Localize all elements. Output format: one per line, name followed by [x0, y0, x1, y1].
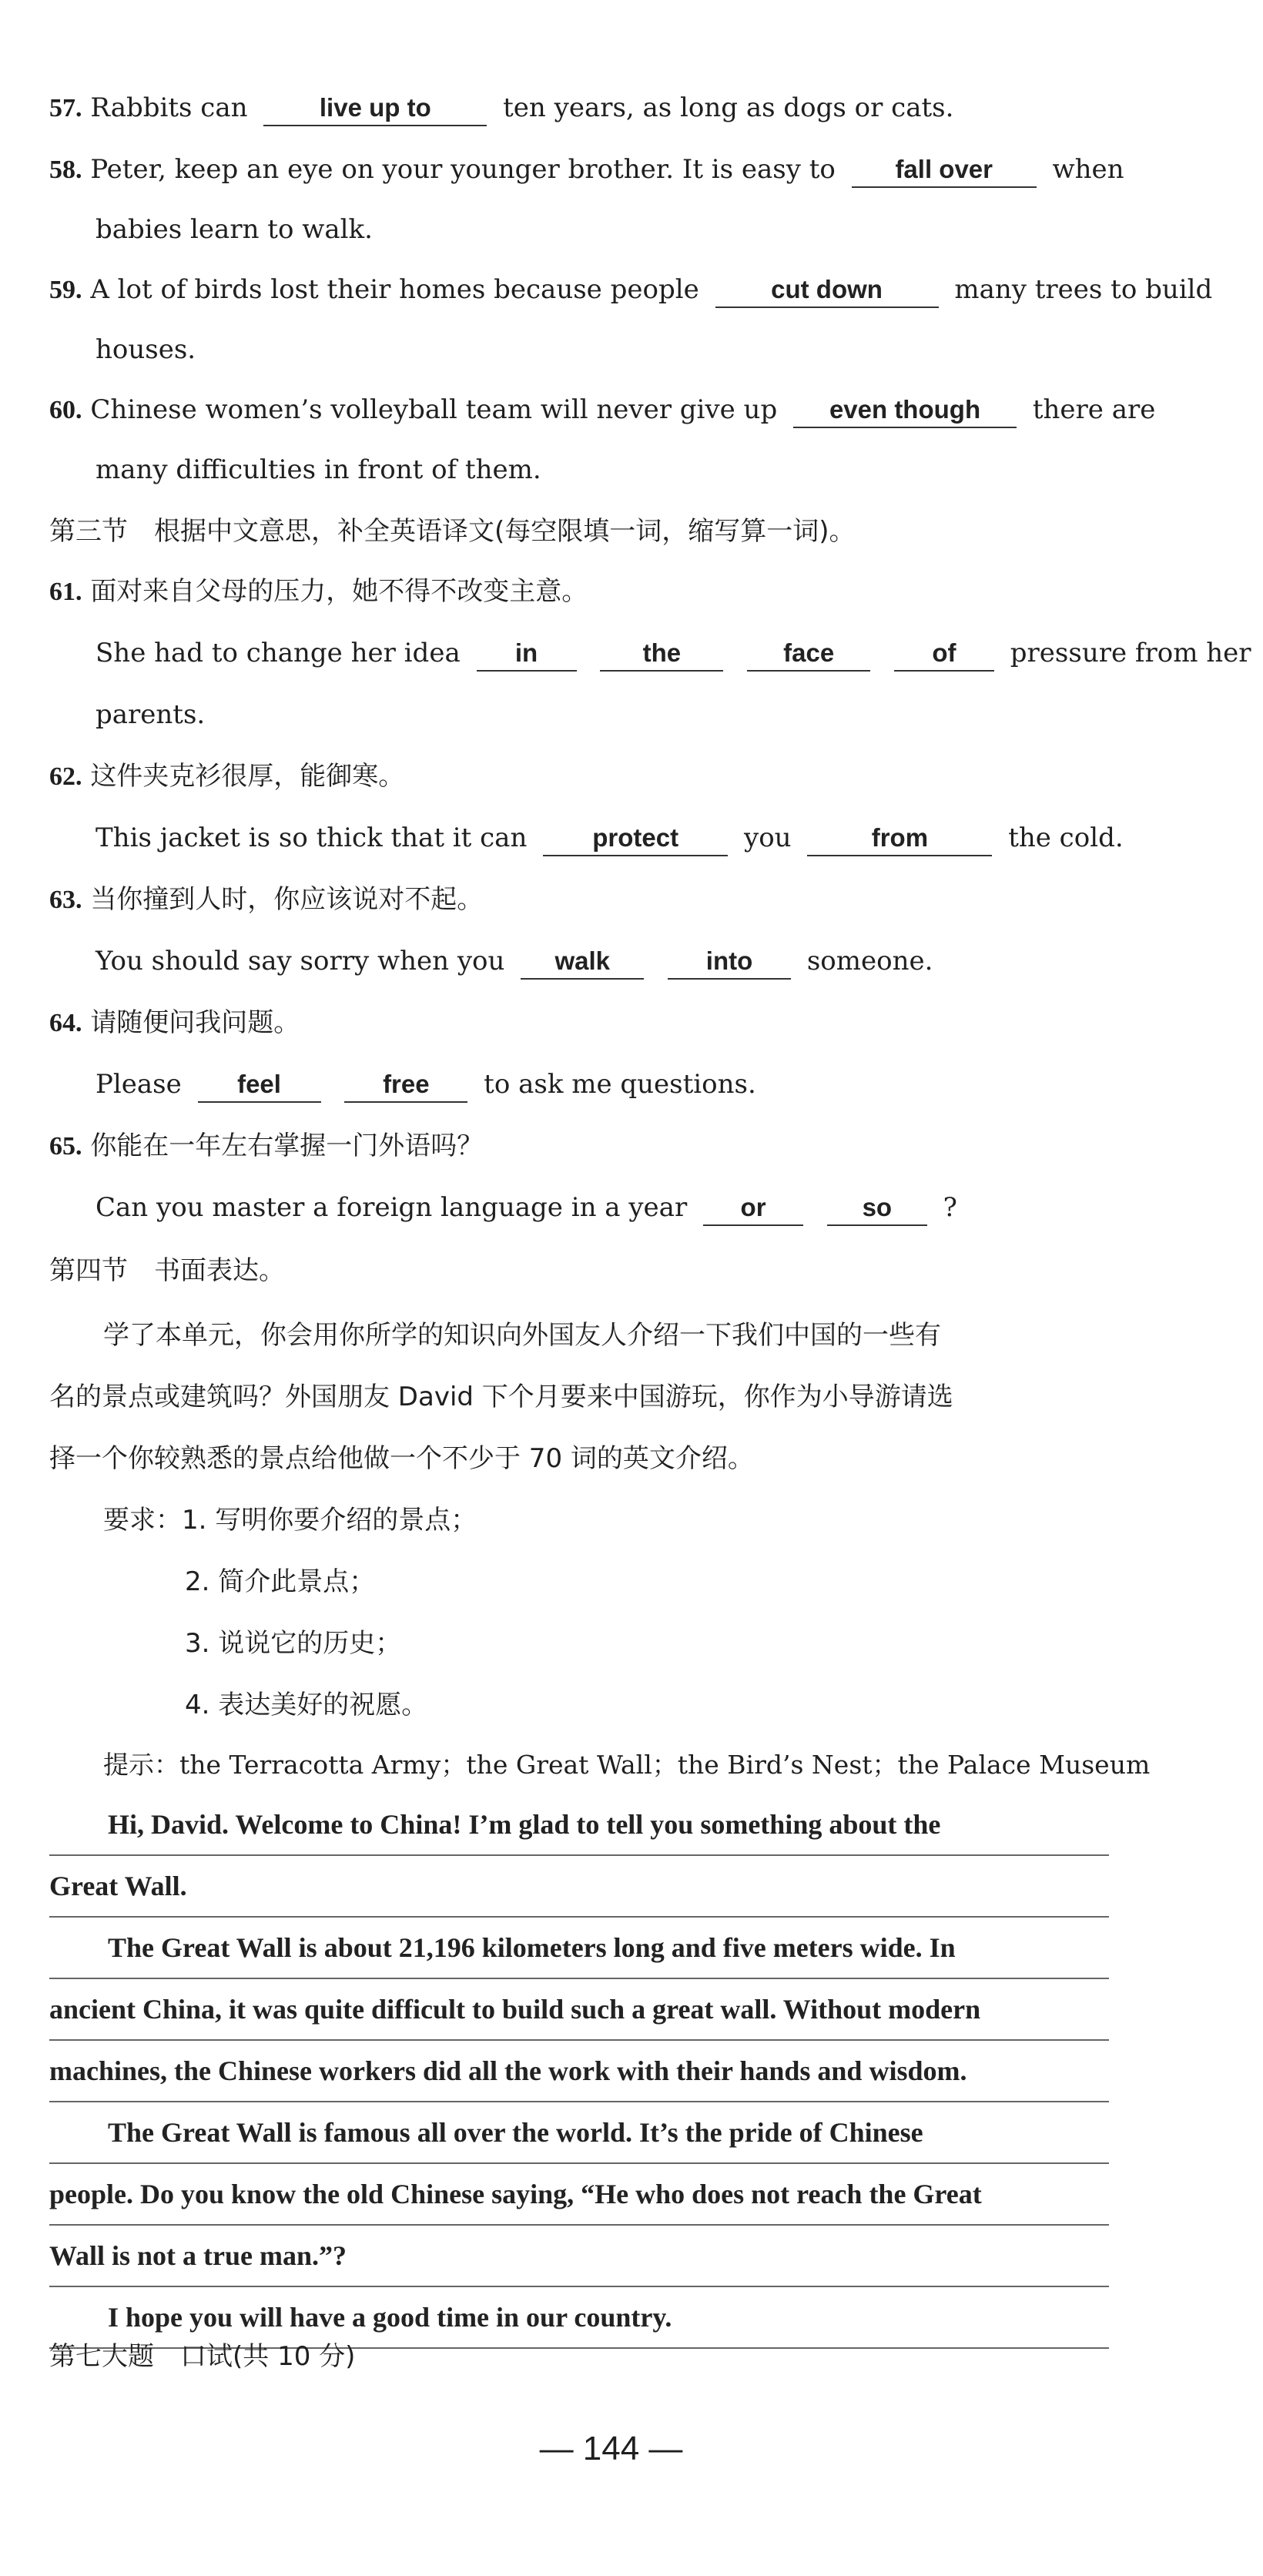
question-number: 64.	[49, 1009, 82, 1037]
answer-blank: into	[668, 944, 791, 980]
question-61	[49, 568, 1127, 615]
question-number: 61.	[49, 578, 82, 606]
question-number: 60.	[49, 396, 82, 424]
question-text: ?	[943, 1192, 957, 1223]
requirement-1: 1. 写明你要介绍的景点；	[182, 1505, 477, 1536]
question-number: 63.	[49, 886, 82, 914]
question-text: Can you master a foreign language in a year	[95, 1192, 688, 1223]
essay-line: Great Wall.	[49, 1856, 1109, 1918]
answer-blank: cut down	[715, 273, 939, 308]
answer-blank: feel	[198, 1067, 321, 1103]
essay-line: ancient China, it was quite difficult to build such a great wall. Without modern	[49, 1979, 1109, 2041]
prompt-line-1: 学了本单元，你会用你所学的知识向外国友人介绍一下我们中国的一些有	[103, 1320, 941, 1351]
chinese-sentence: 这件夹克衫很厚，能御寒。	[90, 761, 405, 792]
question-57	[49, 85, 1127, 132]
question-text: pressure from her	[1010, 638, 1251, 668]
essay-line: people. Do you know the old Chinese saying, “He who does not reach the Great	[49, 2164, 1109, 2226]
essay-answer	[49, 1794, 1109, 2349]
section-7-heading: 第七大题 口试(共 10 分)	[49, 2341, 356, 2372]
question-text: A lot of birds lost their homes because people	[90, 274, 699, 305]
question-65-english	[95, 1184, 1174, 1231]
question-62	[49, 753, 1127, 800]
prompt-line-3: 择一个你较熟悉的景点给他做一个不少于 70 词的英文介绍。	[49, 1443, 754, 1474]
answer-blank: free	[344, 1067, 467, 1103]
question-text: many trees to build	[954, 274, 1213, 305]
requirements	[103, 1497, 1181, 1543]
question-59	[49, 266, 1213, 313]
question-number: 65.	[49, 1132, 82, 1161]
question-text: This jacket is so thick that it can	[95, 822, 528, 853]
answer-blank: even though	[793, 393, 1017, 428]
section-3-heading: 第三节 根据中文意思，补全英语译文(每空限填一词，缩写算一词)。	[49, 516, 856, 547]
hint-line: 提示：the Terracotta Army；the Great Wall；the Bird’s Nest；the Palace Museum	[103, 1750, 1151, 1780]
answer-blank: face	[747, 636, 870, 672]
chinese-sentence: 当你撞到人时，你应该说对不起。	[90, 884, 484, 915]
answer-blank: walk	[521, 944, 644, 980]
prompt-line-2: 名的景点或建筑吗？外国朋友 David 下个月要来中国游玩，你作为小导游请选	[49, 1382, 953, 1412]
question-number: 62.	[49, 762, 82, 791]
essay-line: I hope you will have a good time in our country.	[49, 2287, 1109, 2349]
question-number: 59.	[49, 276, 82, 304]
essay-line: Hi, David. Welcome to China! I’m glad to tell you something about the	[49, 1794, 1109, 1856]
answer-blank: the	[600, 636, 723, 672]
chinese-sentence: 面对来自父母的压力，她不得不改变主意。	[90, 576, 588, 607]
question-text: Rabbits can	[90, 92, 248, 123]
answer-blank: of	[894, 636, 994, 672]
page-number: — 144 —	[539, 2430, 683, 2467]
chinese-sentence: 你能在一年左右掌握一门外语吗？	[90, 1131, 484, 1161]
question-65	[49, 1123, 1127, 1170]
requirement-4: 4. 表达美好的祝愿。	[185, 1690, 428, 1720]
answer-blank: from	[807, 821, 992, 856]
requirement-3: 3. 说说它的历史；	[185, 1628, 402, 1659]
question-text: when	[1052, 154, 1124, 185]
essay-line: The Great Wall is about 21,196 kilometers long and five meters wide. In	[49, 1918, 1109, 1979]
question-text: there are	[1032, 394, 1156, 425]
question-63	[49, 876, 1127, 923]
question-text: you	[743, 822, 792, 853]
answer-blank: so	[827, 1191, 927, 1226]
answer-blank: protect	[543, 821, 728, 856]
question-text: You should say sorry when you	[95, 946, 505, 976]
question-61-cont: parents.	[95, 699, 206, 730]
question-number: 57.	[49, 94, 82, 122]
chinese-sentence: 请随便问我问题。	[90, 1007, 300, 1038]
question-62-english	[95, 815, 1174, 861]
question-61-english	[95, 630, 1251, 676]
requirements-label: 要求：	[103, 1505, 182, 1536]
essay-line: machines, the Chinese workers did all the work with their hands and wisdom.	[49, 2041, 1109, 2102]
question-text: Chinese women’s volleyball team will never give up	[90, 394, 778, 425]
question-64	[49, 1000, 1127, 1047]
question-63-english	[95, 938, 1174, 984]
question-64-english	[95, 1061, 1174, 1107]
question-58-cont: babies learn to walk.	[95, 214, 373, 245]
question-text: ten years, as long as dogs or cats.	[503, 92, 954, 123]
question-59-cont: houses.	[95, 334, 196, 365]
question-text: someone.	[806, 946, 933, 976]
answer-blank: or	[703, 1191, 803, 1226]
answer-blank: live up to	[263, 91, 487, 126]
essay-line: The Great Wall is famous all over the world. It’s the pride of Chinese	[49, 2102, 1109, 2164]
question-60-cont: many difficulties in front of them.	[95, 454, 541, 485]
question-60	[49, 387, 1156, 434]
question-text: Peter, keep an eye on your younger brother. It is easy to	[90, 154, 836, 185]
requirement-2: 2. 简介此景点；	[185, 1566, 376, 1597]
question-text: to ask me questions.	[484, 1069, 756, 1100]
answer-blank: in	[477, 636, 577, 672]
answer-blank: fall over	[852, 152, 1037, 188]
question-text: the cold.	[1008, 822, 1124, 853]
question-text: Please	[95, 1069, 182, 1100]
question-number: 58.	[49, 156, 82, 184]
question-58	[49, 146, 1127, 193]
section-4-heading: 第四节 书面表达。	[49, 1255, 285, 1286]
essay-line: Wall is not a true man.”?	[49, 2226, 1109, 2287]
question-text: She had to change her idea	[95, 638, 461, 668]
